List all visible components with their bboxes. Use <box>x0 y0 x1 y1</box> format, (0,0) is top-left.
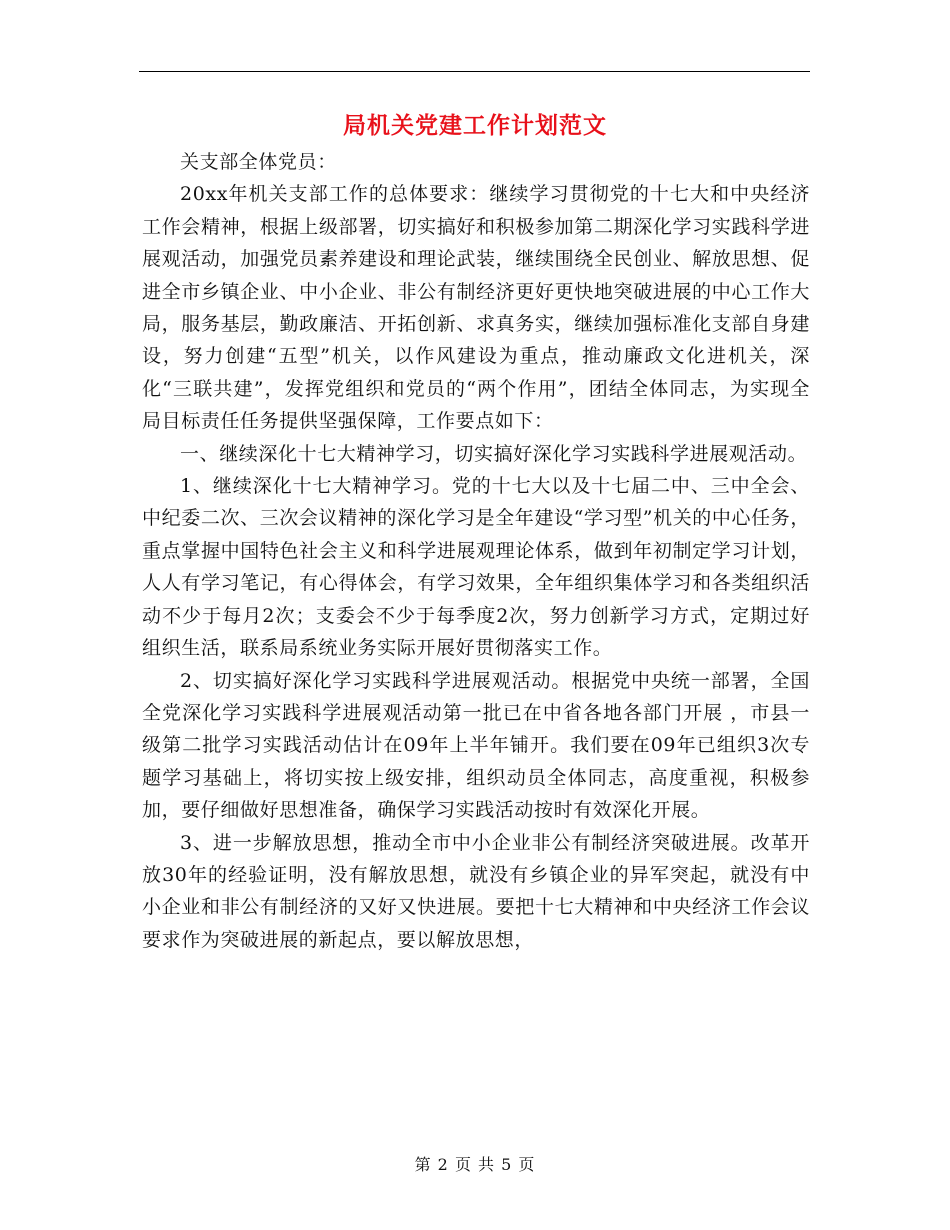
overview-paragraph: 20xx年机关支部工作的总体要求：继续学习贯彻党的十七大和中央经济工作会精神，根据上级部署，切实搞好和积极参加第二期深化学习实践科学进展观活动，加强党员素养建设和理论武装，继续围绕全民创业、解放思想、促进全市乡镇企业、中小企业、非公有制经济更好更快地突破进展的中心工作大局，服务基层，勤政廉洁、开拓创新、求真务实，继续加强标准化支部自身建设，努力创建“五型”机关，以作风建设为重点，推动廉政文化进机关，深化“三联共建”，发挥党组织和党员的“两个作用”，团结全体同志，为实现全局目标责任任务提供坚强保障，工作要点如下： <box>142 183 810 433</box>
item-three-paragraph: 3、进一步解放思想，推动全市中小企业非公有制经济突破进展。改革开放30年的经验证明，没有解放思想，就没有乡镇企业的异军突起，就没有中小企业和非公有制经济的又好又快进展。要把十七大精神和中央经济工作会议要求作为突破进展的新起点，要以解放思想， <box>142 831 810 951</box>
page-number-footer: 第 2 页 共 5 页 <box>414 1155 536 1174</box>
document-body <box>142 146 810 956</box>
item-one-paragraph: 1、继续深化十七大精神学习。党的十七大以及十七届二中、三中全会、中纪委二次、三次会议精神的深化学习是全年建设“学习型”机关的中心任务，重点掌握中国特色社会主义和科学进展观理论体系，做到年初制定学习计划，人人有学习笔记，有心得体会，有学习效果，全年组织集体学习和各类组织活动不少于每月2次；支委会不少于每季度2次，努力创新学习方式，定期过好组织生活，联系局系统业务实际开展好贯彻落实工作。 <box>142 475 810 660</box>
header-rule <box>139 71 810 72</box>
section-heading-one: 一、继续深化十七大精神学习，切实搞好深化学习实践科学进展观活动。 <box>180 442 808 465</box>
salutation-paragraph: 关支部全体党员： <box>180 151 337 173</box>
document-title: 局机关党建工作计划范文 <box>343 112 607 139</box>
item-two-paragraph: 2、切实搞好深化学习实践科学进展观活动。根据党中央统一部署，全国全党深化学习实践科学进展观活动第一批已在中省各地各部门开展 ，市县一级第二批学习实践活动估计在09年上半年铺开。我们要在09年已组织3次专题学习基础上，将切实按上级安排，组织动员全体同志，高度重视，积极参加，要仔细做好思想准备，确保学习实践活动按时有效深化开展。 <box>142 669 810 822</box>
